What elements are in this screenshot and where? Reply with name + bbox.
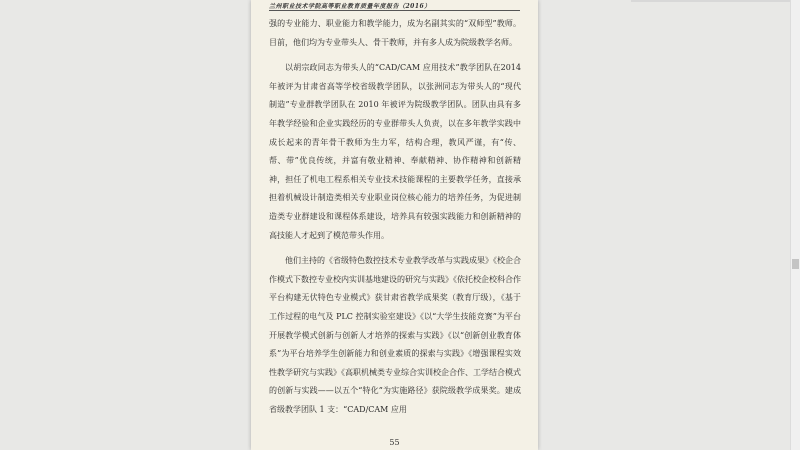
running-header: 兰州职业技术学院高等职业教育质量年度报告（2016） [269, 3, 431, 9]
document-page [251, 0, 538, 450]
page-number: 55 [389, 438, 400, 447]
body-text [269, 15, 521, 426]
header-rule [269, 10, 520, 11]
scrollbar-thumb[interactable] [792, 259, 799, 269]
vertical-scrollbar[interactable] [790, 0, 800, 450]
top-bar [631, 0, 791, 2]
paragraph-2: 以胡宗政同志为带头人的“CAD/CAM 应用技术”教学团队在2014 年被评为甘肃省高等学校省级教学团队，以张洲同志为带头人的“现代制造”专业群教学团队在 2010 年被评为院级教学团队。团队由具有多年教学经验和企业实践经历的专业群带头人负责，以在多年教学实践中成长起来的青年骨干教师为生力军，结构合理，教风严谨，有“传、帮、带”优良传统，并富有敬业精神、奉献精神、协作精神和创新精神，担任了机电工程系相关专业技术技能课程的主要教学任务，直接承担着机械设计制造类相关专业职业岗位核心能力的培养任务，为促进制造类专业群建设和课程体系建设，培养具有较强实践能力和创新精神的高技能人才起到了模范带头作用。 [269, 63, 521, 240]
paragraph-1: 强的专业能力、职业能力和教学能力，成为名副其实的“双师型”教师。目前，他们均为专业带头人、骨干教师，并有多人成为院级教学名师。 [269, 19, 521, 47]
paragraph-3: 他们主持的《省级特色数控技术专业教学改革与实践成果》《校企合作模式下数控专业校内实训基地建设的研究与实践》《依托校企校科合作平台构建无伏特色专业模式》获甘肃省教学成果奖（教育厅级），《基于工作过程的电气及 PLC 控制实验室建设》《以“大学生技能竞赛”为平台开展教学模式创新与创新人才培养的探索与实践》《以“创新创业教育体系”为平台培养学生创新能力和创业素质的探索与实践》《增强课程实效性教学研究与实践》《高职机械类专业综合实训校企合作、工学结合模式的创新与实践——以五个“特化”为实施路径》获院级教学成果奖。建成省级教学团队 1 支：“CAD/CAM 应用 [269, 256, 521, 414]
